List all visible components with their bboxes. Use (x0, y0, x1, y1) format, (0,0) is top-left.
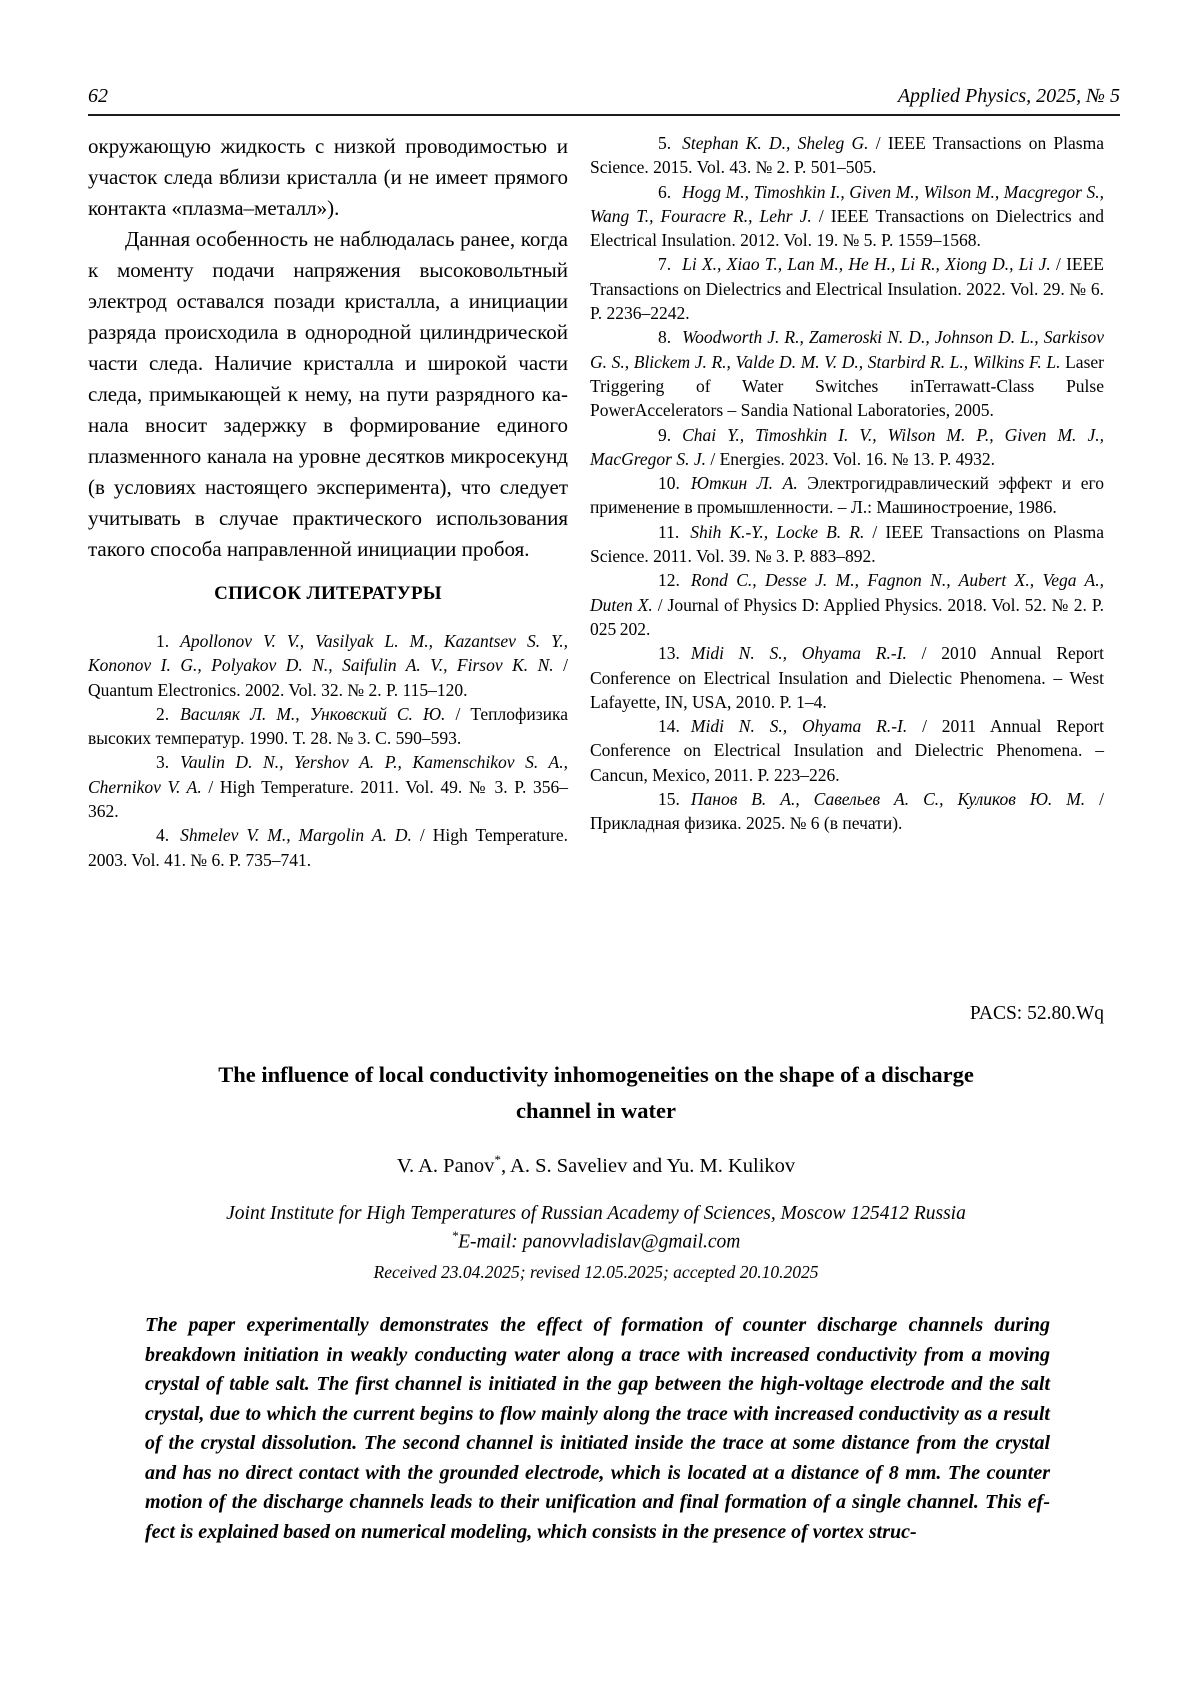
article-authors (88, 1152, 1104, 1178)
body-paragraph: Данная особенность не наблюдалась ранее, когда к моменту подачи напряжения высоковольтный электрод оставался позади кристалла, а инициации разряда происходила в однородной цилиндрической части следа. Наличие кристалла и широкой части следа, примыкающей к нему, на пути разрядного канала вносит задержку в формирование единого плазменного канала на уровне десятков микросекунд (в условиях настоящего эксперимента), что следует учитывать в случае практического использования такого способа направленной инициации пробоя. (88, 227, 568, 561)
page-number: 62 (88, 85, 108, 107)
abstract: The paper experimentally demonstrates the effect of formation of counter discharge channels during breakdown initiation in weakly conducting water along a trace with increased conductivity from a moving crystal of table salt. The first channel is initiated in the gap between the high-voltage electrode and the salt crystal, due to which the current begins to flow mainly along the trace with increased conductivity as a result of the crystal dissolution. The second channel is initiated inside the trace at some distance from the crystal and has no direct contact with the grounded electrode, which is located at a distance of 8 mm. The counter motion of the discharge channels leads to their unification and final formation of a single channel. This effect is explained based on numerical modeling, which consists in the presence of vortex struc- (145, 1314, 1050, 1543)
reference-item (590, 787, 1104, 836)
reference-item (590, 180, 1104, 253)
reference-item (590, 641, 1104, 714)
reference-number: 14. (658, 716, 680, 737)
reference-item (590, 520, 1104, 569)
article-title-line2: channel in water (516, 1098, 676, 1123)
reference-authors: Василяк Л. М., Унковский С. Ю. (180, 703, 446, 724)
article-title (88, 1057, 1104, 1129)
reference-text: / Прикладная физика. 2025. № 6 (в печати). (590, 789, 1104, 834)
reference-authors: Midi N. S., Ohyama R.-I. (690, 643, 907, 664)
reference-text: / 2010 Annual Report Conference on Electrical Insulation and Dielectic Phenomena. – West Lafayette, IN, USA, 2010. P. 1–4. (590, 643, 1104, 712)
references-heading: СПИСОК ЛИТЕРАТУРЫ (214, 583, 442, 604)
reference-item (88, 702, 568, 751)
reference-text: / Journal of Physics D: Applied Physics. 2018. Vol. 52. № 2. P. 025 202. (590, 594, 1104, 639)
reference-text: Электрогидравлический эффект и его применение в промышленности. – Л.: Машиностроение, 1986. (590, 473, 1104, 518)
reference-item (590, 325, 1104, 422)
body-paragraph: окружающую жидкость с низкой проводимостью и участок следа вблизи кристалла (и не имеет прямого контакта «плазма–металл»). (88, 134, 568, 220)
reference-text: / IEEE Transactions on Plasma Science. 2011. Vol. 39. № 3. P. 883–892. (590, 521, 1105, 567)
reference-number: 2. (156, 703, 170, 724)
author-name: V. A. Panov (396, 1154, 495, 1177)
reference-authors: Rond C., Desse J. M., Fagnon N., Aubert X., Vega A., Duten X. (590, 570, 1104, 615)
reference-text: Laser Triggering of Water Switches inTerrawatt-Class Pulse PowerAccelerators – Sandia National Laboratories, 2005. (590, 351, 1104, 421)
reference-item (590, 252, 1104, 325)
reference-number: 8. (658, 327, 672, 348)
reference-text: / Теплофизика высоких температур. 1990. Т. 28. № 3. С. 590–593. (88, 703, 568, 749)
reference-number: 13. (658, 643, 680, 664)
reference-authors: Shmelev V. M., Margolin A. D. (180, 825, 412, 846)
reference-authors: Apollonov V. V., Vasilyak L. M., Kazantsev S. Y., Kononov I. G., Polyakov D. N., Saifulin A. V., Firsov K. N. (88, 631, 568, 676)
author-names: , A. S. Saveliev and Yu. M. Kulikov (500, 1154, 796, 1177)
reference-authors: Панов В. А., Савельев А. С., Куликов Ю. М. (690, 789, 1086, 810)
reference-number: 6. (658, 181, 672, 202)
received-dates: Received 23.04.2025; revised 12.05.2025; accepted 20.10.2025 (373, 1262, 819, 1282)
reference-text: / Energies. 2023. Vol. 16. № 13. P. 4932. (706, 448, 995, 469)
reference-text: / IEEE Transactions on Dielectrics and Electrical Insulation. 2012. Vol. 19. № 5. P. 1559–1568. (590, 205, 1104, 251)
header-rule (88, 114, 1120, 116)
reference-number: 5. (658, 133, 672, 153)
reference-number: 12. (658, 570, 680, 591)
reference-number: 1. (156, 631, 170, 651)
reference-text: / IEEE Transactions on Dielectrics and Electrical Insulation. 2022. Vol. 29. № 6. P. 2236–2242. (590, 254, 1104, 324)
text-columns (88, 131, 1104, 872)
reference-number: 4. (156, 825, 170, 846)
journal-name: Applied Physics, 2025, № 5 (897, 85, 1120, 107)
reference-text: / High Temperature. 2011. Vol. 49. № 3. P. 356–362. (88, 776, 568, 822)
reference-authors: Midi N. S., Ohyama R.-I. (690, 716, 908, 737)
reference-authors: Vaulin D. N., Yershov A. P., Kamenschikov S. A., Chernikov V. A. (88, 752, 568, 797)
reference-item (590, 131, 1104, 180)
email-footnote-marker: * (451, 1228, 459, 1243)
reference-item (88, 629, 568, 702)
reference-authors: Stephan K. D., Sheleg G. (682, 133, 869, 153)
running-head (88, 84, 1120, 108)
reference-number: 11. (658, 521, 680, 542)
reference-text: / 2011 Annual Report Conference on Electrical Insulation and Dielectric Phenomena. – Cancun, Mexico, 2011. P. 223–226. (590, 716, 1104, 785)
reference-number: 15. (658, 789, 680, 810)
reference-authors: Shih K.-Y., Locke B. R. (690, 521, 865, 542)
affiliation: Joint Institute for High Temperatures of Russian Academy of Sciences, Moscow 125412 Russia (226, 1203, 966, 1224)
reference-text: / IEEE Transactions on Plasma Science. 2015. Vol. 43. № 2. P. 501–505. (590, 133, 1104, 178)
reference-item (590, 714, 1104, 787)
reference-item (590, 471, 1104, 520)
email-text: E-mail: panovvladislav@gmail.com (458, 1231, 741, 1253)
left-column (88, 131, 568, 872)
reference-item (590, 423, 1104, 472)
author-footnote-marker: * (494, 1152, 501, 1167)
reference-authors: Chai Y., Timoshkin I. V., Wilson M. P., Given M. J., MacGregor S. J. (590, 424, 1104, 469)
right-column (590, 131, 1104, 872)
email-line (88, 1228, 1104, 1254)
reference-item (590, 568, 1104, 641)
article-title-line1: The influence of local conductivity inhomogeneities on the shape of a discharge (218, 1062, 974, 1087)
reference-text: / High Temperature. 2003. Vol. 41. № 6. P. 735–741. (88, 825, 568, 870)
reference-authors: Woodworth J. R., Zameroski N. D., Johnson D. L., Sarkisov G. S., Blickem J. R., Valde D. M. V. D., Starbird R. L., Wilkins F. L. (590, 327, 1104, 372)
reference-number: 3. (156, 752, 170, 773)
reference-number: 7. (658, 254, 672, 275)
reference-authors: Li X., Xiao T., Lan M., He H., Li R., Xiong D., Li J. (682, 254, 1051, 275)
reference-number: 10. (658, 473, 680, 494)
reference-authors: Hogg M., Timoshkin I., Given M., Wilson M., Macgregor S., Wang T., Fouracre R., Lehr J. (590, 181, 1104, 226)
pacs-code: PACS: 52.80.Wq (969, 1003, 1104, 1024)
reference-authors: Юткин Л. А. (690, 473, 798, 494)
reference-item (88, 750, 568, 823)
reference-number: 9. (658, 424, 672, 445)
reference-text: / Quantum Electronics. 2002. Vol. 32. № 2. P. 115–120. (88, 655, 568, 700)
reference-item (88, 823, 568, 872)
